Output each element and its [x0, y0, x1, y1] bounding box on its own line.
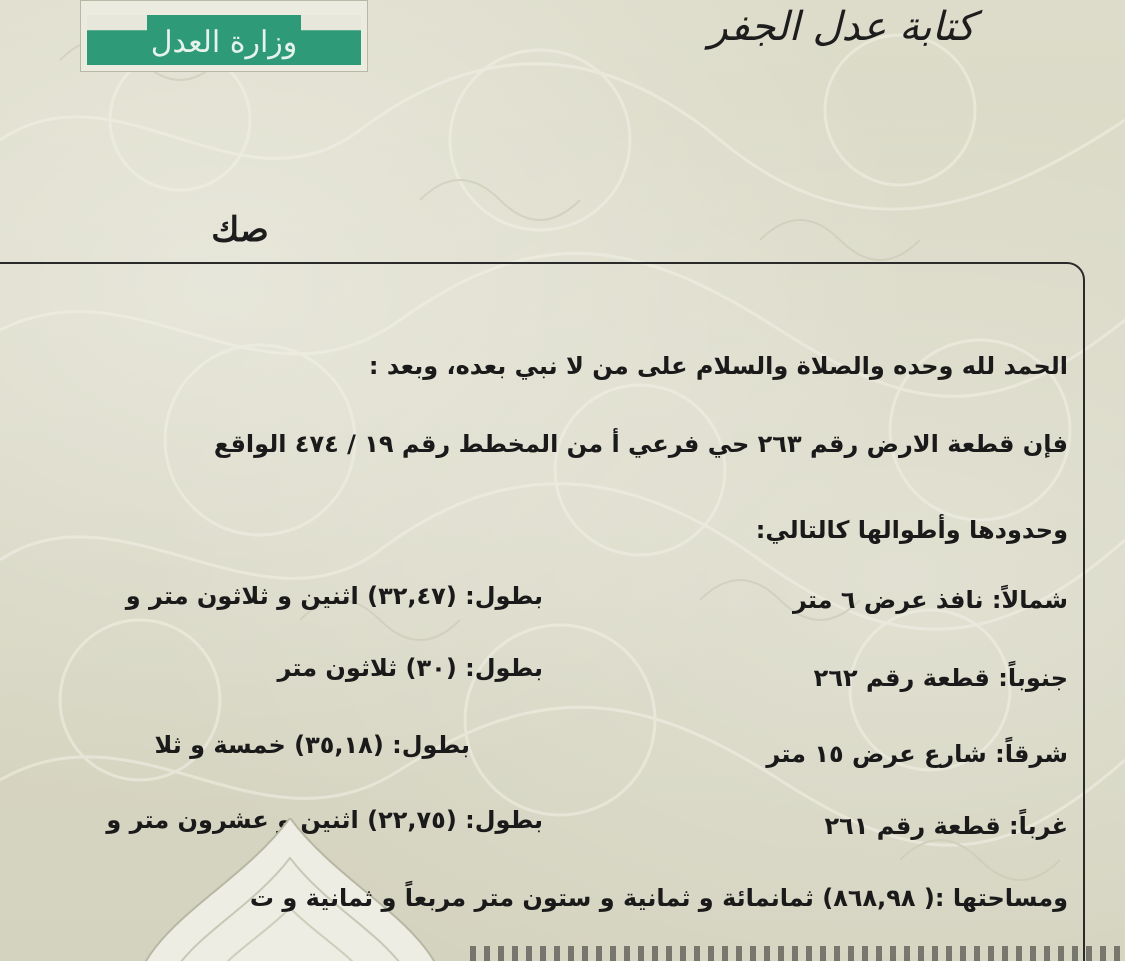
notary-office-title: كتابة عدل الجفر: [708, 4, 975, 50]
bound-south-length: بطول: (٣٠) ثلاثون متر: [277, 654, 543, 682]
bounds-intro: وحدودها وأطوالها كالتالي:: [755, 516, 1068, 544]
bound-west-length: بطول: (٢٢,٧٥) اثنين و عشرون متر و: [106, 806, 543, 834]
parcel-line: فإن قطعة الارض رقم ٢٦٣ حي فرعي أ من المخطط رقم ١٩ / ٤٧٤ الواقع: [213, 430, 1068, 458]
bound-south-side: جنوباً: قطعة رقم ٢٦٢: [813, 664, 1068, 692]
logo-text: وزارة العدل: [150, 25, 298, 60]
bound-east-side: شرقاً: شارع عرض ١٥ متر: [766, 740, 1068, 768]
cut-off-next-line: [470, 946, 1120, 961]
logo-green-band: [87, 15, 361, 65]
bound-north-side: شمالاً: نافذ عرض ٦ متر: [792, 586, 1068, 614]
deed-heading: صك: [211, 210, 269, 250]
area-line: ومساحتها :( ٨٦٨,٩٨) ثمانمائة و ثمانية و ستون متر مربعاً و ثمانية و ت: [249, 884, 1068, 912]
bound-west-side: غرباً: قطعة رقم ٢٦١: [824, 812, 1068, 840]
bound-east-length: بطول: (٣٥,١٨) خمسة و ثلا: [154, 731, 470, 759]
bound-north-length: بطول: (٣٢,٤٧) اثنين و ثلاثون متر و: [125, 582, 543, 610]
ministry-of-justice-logo: [80, 0, 368, 72]
opening-line: الحمد لله وحده والصلاة والسلام على من لا نبي بعده، وبعد :: [368, 352, 1068, 380]
